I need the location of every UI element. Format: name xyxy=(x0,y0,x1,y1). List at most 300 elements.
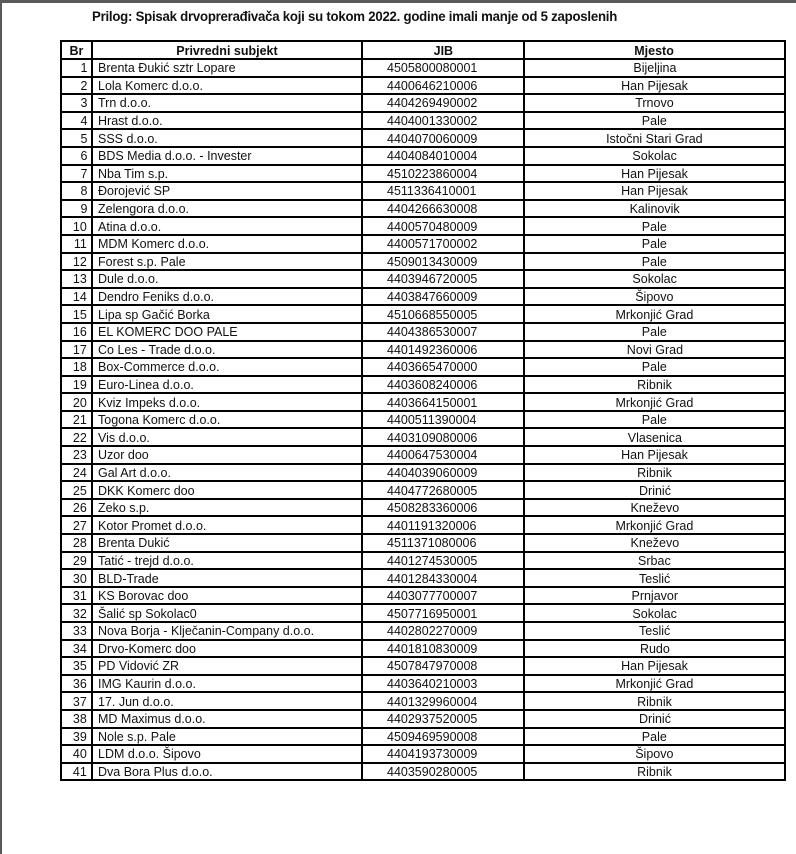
jib-value-cell xyxy=(362,411,524,429)
table-row xyxy=(61,165,785,183)
jib-value: 4403109080006 xyxy=(387,429,478,445)
company-name-cell xyxy=(92,446,362,464)
city-name: Pale xyxy=(641,236,668,252)
company-name: Drvo-Komerc doo xyxy=(98,640,196,656)
jib-value-cell xyxy=(362,728,524,746)
city-name: Teslić xyxy=(638,623,671,639)
table-row xyxy=(61,604,785,622)
row-number-cell xyxy=(61,253,92,271)
city-name-cell xyxy=(524,165,785,183)
company-name-cell xyxy=(92,428,362,446)
jib-value-cell xyxy=(362,165,524,183)
row-number-cell xyxy=(61,358,92,376)
row-number-cell xyxy=(61,77,92,95)
jib-value-cell xyxy=(362,235,524,253)
jib-value: 4511371080006 xyxy=(387,535,477,551)
company-name-cell xyxy=(92,200,362,218)
company-name-cell xyxy=(92,534,362,552)
row-number: 27 xyxy=(73,517,87,533)
jib-value: 4404070060009 xyxy=(387,130,478,146)
city-name: Pale xyxy=(641,359,668,375)
city-name-cell xyxy=(524,59,785,77)
company-name: Togona Komerc d.o.o. xyxy=(98,412,221,428)
city-name: Pale xyxy=(641,253,668,269)
company-name: SSS d.o.o. xyxy=(98,130,158,146)
company-name: Hrast d.o.o. xyxy=(98,113,163,129)
row-number: 16 xyxy=(73,324,87,340)
city-name-cell xyxy=(524,253,785,271)
company-name-cell xyxy=(92,728,362,746)
table-row xyxy=(61,288,785,306)
company-name: Lola Komerc d.o.o. xyxy=(98,77,203,93)
jib-value-cell xyxy=(362,182,524,200)
company-name: MDM Komerc d.o.o. xyxy=(98,236,210,252)
row-number-cell xyxy=(61,411,92,429)
jib-value: 4400646210006 xyxy=(387,77,478,93)
company-name: Nole s.p. Pale xyxy=(98,728,176,744)
row-number-cell xyxy=(61,446,92,464)
company-name-cell xyxy=(92,323,362,341)
jib-value: 4402802270009 xyxy=(387,623,478,639)
jib-value-cell xyxy=(362,94,524,112)
city-name-cell xyxy=(524,200,785,218)
company-name: Kviz Impeks d.o.o. xyxy=(98,394,201,410)
company-name: DKK Komerc doo xyxy=(98,482,195,498)
city-name-cell xyxy=(524,569,785,587)
jib-value: 4400647530004 xyxy=(387,447,478,463)
company-name-cell xyxy=(92,763,362,781)
city-name-cell xyxy=(524,411,785,429)
company-name-cell xyxy=(92,112,362,130)
company-name: Lipa sp Gačić Borka xyxy=(98,306,210,322)
city-name: Han Pijesak xyxy=(621,658,688,674)
city-name: Pale xyxy=(641,324,668,340)
row-number: 20 xyxy=(73,394,87,410)
company-name: PD Vidović ZR xyxy=(98,658,180,674)
city-name: Prnjavor xyxy=(631,588,678,604)
city-name-cell xyxy=(524,745,785,763)
company-name-cell xyxy=(92,657,362,675)
company-name: Zelengora d.o.o. xyxy=(98,201,190,217)
city-name-cell xyxy=(524,657,785,675)
city-name: Han Pijesak xyxy=(621,165,688,181)
city-name: Rudo xyxy=(639,640,670,656)
table-row xyxy=(61,464,785,482)
company-name: BLD-Trade xyxy=(98,570,159,586)
company-name-cell xyxy=(92,393,362,411)
company-name-cell xyxy=(92,499,362,517)
jib-value: 4401284330004 xyxy=(387,570,478,586)
row-number-cell xyxy=(61,341,92,359)
jib-value: 4510668550005 xyxy=(387,306,478,322)
jib-value-cell xyxy=(362,763,524,781)
city-name: Sokolac xyxy=(632,271,677,287)
table-row xyxy=(61,745,785,763)
table-row xyxy=(61,376,785,394)
city-name-cell xyxy=(524,376,785,394)
row-number: 7 xyxy=(80,165,87,181)
jib-value: 4511336410001 xyxy=(387,183,477,199)
row-number: 4 xyxy=(80,113,87,129)
jib-value-cell xyxy=(362,393,524,411)
jib-value-cell xyxy=(362,77,524,95)
jib-value-cell xyxy=(362,587,524,605)
jib-value-cell xyxy=(362,288,524,306)
table-row xyxy=(61,112,785,130)
table-row xyxy=(61,640,785,658)
jib-value: 4403590280005 xyxy=(387,764,478,780)
row-number: 41 xyxy=(73,764,87,780)
jib-value: 4404039060009 xyxy=(387,464,478,480)
table-row xyxy=(61,235,785,253)
row-number-cell xyxy=(61,200,92,218)
company-name: Šalić sp Sokolac0 xyxy=(98,605,197,621)
jib-value: 4401191320006 xyxy=(387,517,477,533)
company-name: IMG Kaurin d.o.o. xyxy=(98,676,196,692)
city-name: Šipovo xyxy=(635,746,674,762)
jib-value-cell xyxy=(362,59,524,77)
window-frame-top xyxy=(0,0,796,3)
company-name: LDM d.o.o. Šipovo xyxy=(98,746,201,762)
row-number: 5 xyxy=(80,130,87,146)
city-name-cell xyxy=(524,288,785,306)
jib-value-cell xyxy=(362,253,524,271)
company-name: Tatić - trejd d.o.o. xyxy=(98,552,194,568)
company-name: Box-Commerce d.o.o. xyxy=(98,359,220,375)
jib-value-cell xyxy=(362,499,524,517)
company-name-cell xyxy=(92,270,362,288)
jib-value-cell xyxy=(362,464,524,482)
company-name-cell xyxy=(92,341,362,359)
row-number: 39 xyxy=(73,728,87,744)
row-number-cell xyxy=(61,569,92,587)
jib-value: 4403664150001 xyxy=(387,394,478,410)
company-name: Nba Tim s.p. xyxy=(98,165,169,181)
city-name: Ribnik xyxy=(637,464,672,480)
company-name: MD Maximus d.o.o. xyxy=(98,711,206,727)
jib-value-cell xyxy=(362,358,524,376)
company-name-cell xyxy=(92,675,362,693)
city-name-cell xyxy=(524,446,785,464)
jib-value-cell xyxy=(362,622,524,640)
jib-value: 4401810830009 xyxy=(387,640,478,656)
city-name-cell xyxy=(524,710,785,728)
city-name: Han Pijesak xyxy=(621,183,688,199)
row-number-cell xyxy=(61,59,92,77)
row-number-cell xyxy=(61,235,92,253)
row-number: 1 xyxy=(80,60,87,76)
row-number: 19 xyxy=(73,376,87,392)
city-name-cell xyxy=(524,112,785,130)
header-jib: JIB xyxy=(362,41,524,59)
document-title: Prilog: Spisak drvoprerađivača koji su tokom 2022. godine imali manje od 5 zaposlenih xyxy=(92,9,618,25)
table-row xyxy=(61,587,785,605)
table-row xyxy=(61,358,785,376)
table-row xyxy=(61,728,785,746)
table-row xyxy=(61,147,785,165)
table-header-row xyxy=(61,41,785,59)
row-number: 36 xyxy=(73,676,87,692)
jib-value: 4404084010004 xyxy=(387,148,478,164)
city-name-cell xyxy=(524,182,785,200)
header-city: Mjesto xyxy=(524,41,785,59)
table-row xyxy=(61,569,785,587)
company-name: Brenta Đukić sztr Lopare xyxy=(98,60,236,76)
jib-value: 4510223860004 xyxy=(387,165,478,181)
company-name: BDS Media d.o.o. - Invester xyxy=(98,148,252,164)
city-name: Vlasenica xyxy=(627,429,682,445)
city-name: Teslić xyxy=(638,570,671,586)
city-name: Ribnik xyxy=(637,376,672,392)
row-number-cell xyxy=(61,323,92,341)
row-number: 30 xyxy=(73,570,87,586)
row-number: 23 xyxy=(73,447,87,463)
company-name-cell xyxy=(92,147,362,165)
jib-value-cell xyxy=(362,710,524,728)
row-number-cell xyxy=(61,112,92,130)
row-number: 17 xyxy=(73,341,87,357)
jib-value: 4509469590008 xyxy=(387,728,478,744)
jib-value-cell xyxy=(362,552,524,570)
company-name-cell xyxy=(92,129,362,147)
city-name: Pale xyxy=(641,728,668,744)
table-row xyxy=(61,217,785,235)
row-number-cell xyxy=(61,516,92,534)
city-name-cell xyxy=(524,728,785,746)
jib-value: 4403608240006 xyxy=(387,376,478,392)
jib-value: 4401329960004 xyxy=(387,693,478,709)
city-name: Sokolac xyxy=(632,148,677,164)
row-number: 33 xyxy=(73,623,87,639)
company-name-cell xyxy=(92,59,362,77)
city-name: Ribnik xyxy=(637,693,672,709)
jib-value: 4403946720005 xyxy=(387,271,478,287)
city-name-cell xyxy=(524,323,785,341)
row-number-cell xyxy=(61,675,92,693)
table-row xyxy=(61,481,785,499)
table-row xyxy=(61,622,785,640)
table-row xyxy=(61,59,785,77)
city-name-cell xyxy=(524,129,785,147)
row-number-cell xyxy=(61,728,92,746)
jib-value-cell xyxy=(362,200,524,218)
table-row xyxy=(61,675,785,693)
company-name: Vis d.o.o. xyxy=(98,429,150,445)
jib-value: 4507847970008 xyxy=(387,658,478,674)
jib-value: 4404266630008 xyxy=(387,201,478,217)
jib-value: 4403077700007 xyxy=(387,588,478,604)
company-name-cell xyxy=(92,464,362,482)
city-name-cell xyxy=(524,94,785,112)
row-number-cell xyxy=(61,393,92,411)
row-number: 40 xyxy=(73,746,87,762)
row-number-cell xyxy=(61,604,92,622)
row-number: 8 xyxy=(80,183,87,199)
table-row xyxy=(61,94,785,112)
city-name-cell xyxy=(524,622,785,640)
company-name-cell xyxy=(92,288,362,306)
company-name-cell xyxy=(92,640,362,658)
city-name-cell xyxy=(524,305,785,323)
table-row xyxy=(61,446,785,464)
company-name: Zeko s.p. xyxy=(98,500,150,516)
city-name: Han Pijesak xyxy=(621,447,688,463)
company-name: Euro-Linea d.o.o. xyxy=(98,376,194,392)
city-name: Han Pijesak xyxy=(621,77,688,93)
row-number-cell xyxy=(61,534,92,552)
jib-value-cell xyxy=(362,376,524,394)
header-company: Privredni subjekt xyxy=(92,41,362,59)
jib-value: 4403665470000 xyxy=(387,359,478,375)
city-name-cell xyxy=(524,358,785,376)
city-name: Kneževo xyxy=(630,500,679,516)
company-name: Đorojević SP xyxy=(98,183,171,199)
city-name-cell xyxy=(524,341,785,359)
company-name-cell xyxy=(92,182,362,200)
jib-value-cell xyxy=(362,217,524,235)
company-name-cell xyxy=(92,710,362,728)
table-row xyxy=(61,270,785,288)
company-name-cell xyxy=(92,745,362,763)
row-number: 37 xyxy=(73,693,87,709)
jib-value-cell xyxy=(362,516,524,534)
city-name-cell xyxy=(524,587,785,605)
company-name: Uzor doo xyxy=(98,447,149,463)
row-number: 32 xyxy=(73,605,87,621)
city-name: Mrkonjić Grad xyxy=(615,517,694,533)
city-name-cell xyxy=(524,393,785,411)
row-number: 14 xyxy=(73,289,87,305)
company-name: KS Borovac doo xyxy=(98,588,189,604)
city-name: Drinić xyxy=(638,711,671,727)
company-name-cell xyxy=(92,552,362,570)
row-number: 31 xyxy=(73,588,87,604)
row-number-cell xyxy=(61,710,92,728)
jib-value-cell xyxy=(362,305,524,323)
table-row xyxy=(61,499,785,517)
jib-value: 4404193730009 xyxy=(387,746,478,762)
jib-value-cell xyxy=(362,604,524,622)
row-number: 18 xyxy=(73,359,87,375)
row-number-cell xyxy=(61,94,92,112)
city-name-cell xyxy=(524,499,785,517)
row-number: 26 xyxy=(73,500,87,516)
table-row xyxy=(61,253,785,271)
table-row xyxy=(61,428,785,446)
jib-value-cell xyxy=(362,147,524,165)
table-row xyxy=(61,182,785,200)
row-number: 34 xyxy=(73,640,87,656)
row-number: 6 xyxy=(80,148,87,164)
jib-value: 4509013430009 xyxy=(387,253,478,269)
company-name-cell xyxy=(92,235,362,253)
jib-value-cell xyxy=(362,323,524,341)
company-name-cell xyxy=(92,587,362,605)
city-name-cell xyxy=(524,217,785,235)
city-name-cell xyxy=(524,428,785,446)
company-name-cell xyxy=(92,516,362,534)
row-number-cell xyxy=(61,692,92,710)
table-row xyxy=(61,129,785,147)
jib-value: 4400571700002 xyxy=(387,236,478,252)
company-name-cell xyxy=(92,253,362,271)
city-name: Mrkonjić Grad xyxy=(615,394,694,410)
company-name: Nova Borja - Klječanin-Company d.o.o. xyxy=(98,623,315,639)
row-number-cell xyxy=(61,217,92,235)
city-name-cell xyxy=(524,464,785,482)
row-number: 13 xyxy=(73,271,87,287)
row-number-cell xyxy=(61,622,92,640)
city-name-cell xyxy=(524,640,785,658)
city-name-cell xyxy=(524,516,785,534)
city-name-cell xyxy=(524,270,785,288)
company-name: EL KOMERC DOO PALE xyxy=(98,324,238,340)
company-name: Kotor Promet d.o.o. xyxy=(98,517,207,533)
row-number: 11 xyxy=(74,236,87,252)
city-name: Pale xyxy=(641,113,668,129)
jib-value: 4508283360006 xyxy=(387,500,478,516)
jib-value-cell xyxy=(362,112,524,130)
row-number: 15 xyxy=(73,306,87,322)
city-name: Srbac xyxy=(638,552,671,568)
row-number: 12 xyxy=(73,253,87,269)
jib-value-cell xyxy=(362,481,524,499)
row-number-cell xyxy=(61,745,92,763)
row-number: 29 xyxy=(73,552,87,568)
row-number: 3 xyxy=(80,95,87,111)
city-name: Kalinovik xyxy=(629,201,680,217)
row-number: 24 xyxy=(73,464,87,480)
row-number: 21 xyxy=(73,412,87,428)
table-row xyxy=(61,305,785,323)
company-name-cell xyxy=(92,376,362,394)
company-name-cell xyxy=(92,165,362,183)
city-name: Mrkonjić Grad xyxy=(615,676,694,692)
jib-value-cell xyxy=(362,640,524,658)
city-name: Drinić xyxy=(638,482,671,498)
table-row xyxy=(61,710,785,728)
company-name-cell xyxy=(92,411,362,429)
company-name-cell xyxy=(92,358,362,376)
table-row xyxy=(61,552,785,570)
company-name-cell xyxy=(92,604,362,622)
table-row xyxy=(61,393,785,411)
company-name: Co Les - Trade d.o.o. xyxy=(98,341,216,357)
jib-value: 4404269490002 xyxy=(387,95,478,111)
jib-value-cell xyxy=(362,675,524,693)
city-name-cell xyxy=(524,534,785,552)
jib-value: 4505800080001 xyxy=(387,60,478,76)
row-number-cell xyxy=(61,763,92,781)
header-br: Br xyxy=(61,41,92,59)
row-number-cell xyxy=(61,288,92,306)
company-name-cell xyxy=(92,692,362,710)
city-name: Pale xyxy=(641,412,668,428)
jib-value: 4401274530005 xyxy=(387,552,478,568)
jib-value-cell xyxy=(362,692,524,710)
window-frame-left xyxy=(0,0,2,854)
jib-value-cell xyxy=(362,745,524,763)
row-number-cell xyxy=(61,428,92,446)
row-number: 38 xyxy=(73,711,87,727)
row-number: 22 xyxy=(73,429,87,445)
jib-value: 4404772680005 xyxy=(387,482,478,498)
row-number-cell xyxy=(61,481,92,499)
city-name: Sokolac xyxy=(632,605,677,621)
table-row xyxy=(61,77,785,95)
jib-value-cell xyxy=(362,428,524,446)
city-name-cell xyxy=(524,481,785,499)
